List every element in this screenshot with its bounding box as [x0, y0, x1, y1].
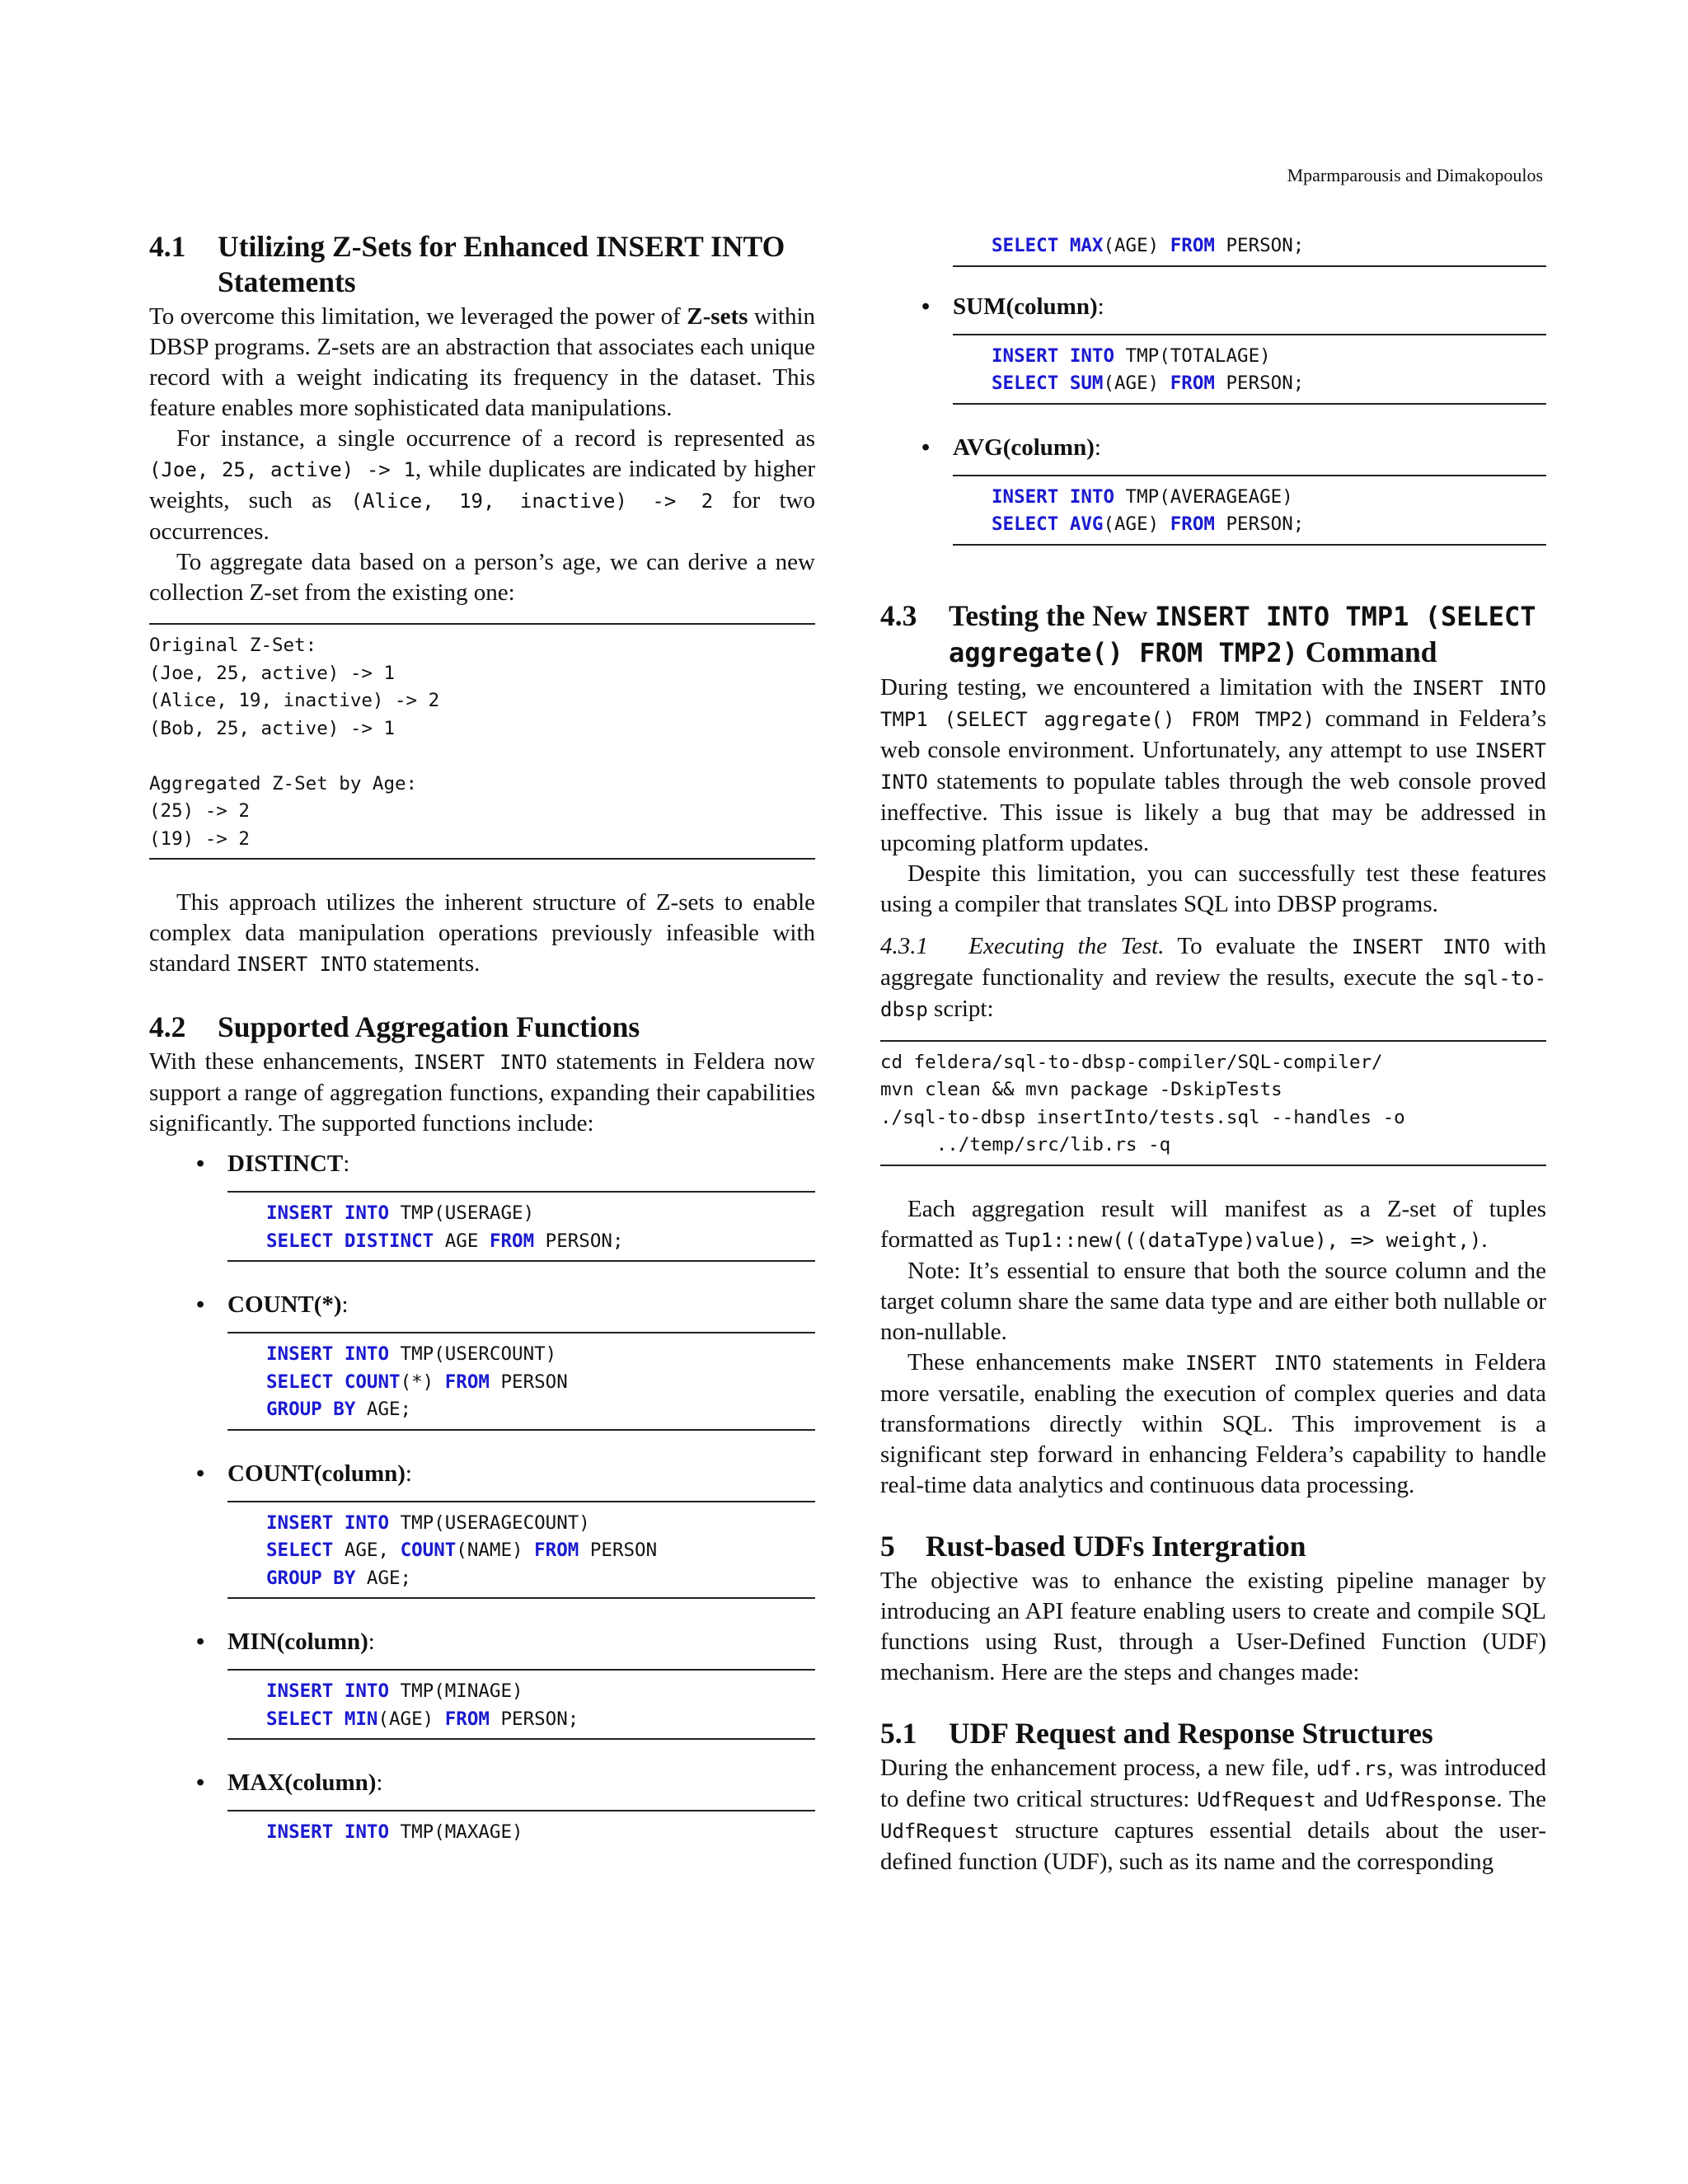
- sql-listing-count-column: INSERT INTO TMP(USERAGECOUNT) SELECT AGE, COUNT(NAME) FROM PERSON GROUP BY AGE;: [227, 1501, 815, 1600]
- right-column: [880, 232, 1546, 1877]
- paragraph: Despite this limitation, you can successfully test these features using a compiler that translates SQL into DBSP programs.: [880, 860, 1546, 917]
- section-title: UDF Request and Response Structures: [949, 1716, 1433, 1750]
- sql-listing-count-star: INSERT INTO TMP(USERCOUNT) SELECT COUNT(*) FROM PERSON GROUP BY AGE;: [227, 1332, 815, 1431]
- paragraph: This approach utilizes the inherent structure of Z-sets to enable complex data manipulation operations previously infeasible with standard INSERT INTO statements.: [149, 889, 815, 977]
- section-title: Rust-based UDFs Intergration: [926, 1529, 1306, 1563]
- section-number: 5.1: [880, 1716, 917, 1750]
- subsection-4-3-1: 4.3.1 Executing the Test. To evaluate the INSERT INTO with aggregate functionality and review the results, execute the sql-to-dbsp script:: [880, 932, 1547, 1022]
- section-number: 5: [880, 1529, 895, 1563]
- paragraph: These enhancements make INSERT INTO statements in Feldera more versatile, enabling the execution of complex queries and data transformations directly within SQL. This improvement is a significant step forward in enhancing Feldera’s capability to handle real-time data analytics and continuous data processing.: [880, 1348, 1546, 1498]
- sql-listing-min: INSERT INTO TMP(MINAGE) SELECT MIN(AGE) FROM PERSON;: [227, 1669, 815, 1740]
- list-item: • DISTINCT :: [196, 1151, 350, 1177]
- section-number: 4.2: [149, 1010, 186, 1043]
- sql-listing-distinct: INSERT INTO TMP(USERAGE) SELECT DISTINCT AGE FROM PERSON;: [227, 1191, 815, 1262]
- section-5-1-heading: [880, 1716, 1546, 1751]
- paragraph: For instance, a single occurrence of a record is represented as (Joe, 25, active) -> 1, while duplicates are indicated by higher weights, such as (Alice, 19, inactive) -> 2 for two occurrences.: [149, 425, 815, 545]
- paragraph: To overcome this limitation, we leveraged the power of Z-sets within DBSP programs. Z-sets are an abstraction that associates each unique record with a weight indicating its frequency in the dataset. This feature enables more sophisticated data manipulations.: [149, 303, 815, 421]
- section-4-3-heading: [880, 598, 1546, 671]
- paragraph: During testing, we encountered a limitation with the INSERT INTO TMP1 (SELECT aggregate() FROM TMP2) command in Feldera’s web console environment. Unfortunately, any attempt to use INSERT INTO statements to populate tables through the web console proved ineffective. This issue is likely a bug that may be addressed in upcoming platform updates.: [880, 673, 1546, 856]
- section-title: Utilizing Z-Sets for Enhanced INSERT INTO Statements: [218, 230, 785, 298]
- zset-code-listing: Original Z-Set: (Joe, 25, active) -> 1 (Alice, 19, inactive) -> 2 (Bob, 25, active) -> 1 Aggregated Z-Set by Age: (25) -> 2 (19) -> 2: [149, 623, 815, 860]
- sql-listing-avg: INSERT INTO TMP(AVERAGEAGE) SELECT AVG(AGE) FROM PERSON;: [953, 475, 1546, 546]
- running-head: Mparmparousis and Dimakopoulos: [1287, 165, 1543, 185]
- paragraph: Note: It’s essential to ensure that both the source column and the target column share the same data type and are either both nullable or non-nullable.: [880, 1257, 1546, 1345]
- section-4-2-heading: [149, 1010, 815, 1045]
- paragraph: The objective was to enhance the existing pipeline manager by introducing an API feature enabling users to create and compile SQL functions using Rust, through a User-Defined Function (UDF) mechanism. Here are the steps and changes made:: [880, 1567, 1546, 1685]
- paragraph: To aggregate data based on a person’s age, we can derive a new collection Z-set from the existing one:: [149, 549, 815, 606]
- paragraph: Each aggregation result will manifest as a Z-set of tuples formatted as Tup1::new(((dataType)value), => weight,).: [880, 1195, 1546, 1253]
- section-title: Supported Aggregation Functions: [218, 1010, 640, 1043]
- list-item: • COUNT(column) :: [196, 1460, 412, 1487]
- section-4-1-heading: [149, 229, 815, 300]
- shell-code-listing: cd feldera/sql-to-dbsp-compiler/SQL-compiler/ mvn clean && mvn package -DskipTests ./sql-to-dbsp insertInto/tests.sql --handles -o ../temp/src/lib.rs -q: [880, 1040, 1546, 1166]
- paragraph: During the enhancement process, a new file, udf.rs, was introduced to define two critical structures: UdfRequest and UdfResponse. The UdfRequest structure captures essential details about the user-defined function (UDF), such as its name and the corresponding: [880, 1754, 1547, 1875]
- list-item: • COUNT(*) :: [196, 1291, 349, 1318]
- list-item: • AVG(column) :: [921, 434, 1101, 461]
- paragraph: With these enhancements, INSERT INTO statements in Feldera now support a range of aggregation functions, expanding their capabilities significantly. The supported functions include:: [149, 1048, 815, 1137]
- section-number: 4.3: [880, 598, 917, 632]
- section-5-heading: [880, 1529, 1546, 1564]
- list-item: • SUM(column) :: [921, 293, 1104, 320]
- sql-listing-max-part2: SELECT MAX(AGE) FROM PERSON;: [953, 232, 1546, 267]
- left-column: [149, 229, 815, 1847]
- list-item: • MAX(column) :: [196, 1769, 383, 1796]
- sql-listing-sum: INSERT INTO TMP(TOTALAGE) SELECT SUM(AGE) FROM PERSON;: [953, 334, 1546, 405]
- section-title: Testing the New INSERT INTO TMP1 (SELECT aggregate() FROM TMP2) Command: [949, 598, 1536, 668]
- sql-listing-max-part1: INSERT INTO TMP(MAXAGE): [227, 1810, 815, 1847]
- list-item: • MIN(column) :: [196, 1629, 375, 1655]
- section-number: 4.1: [149, 230, 186, 263]
